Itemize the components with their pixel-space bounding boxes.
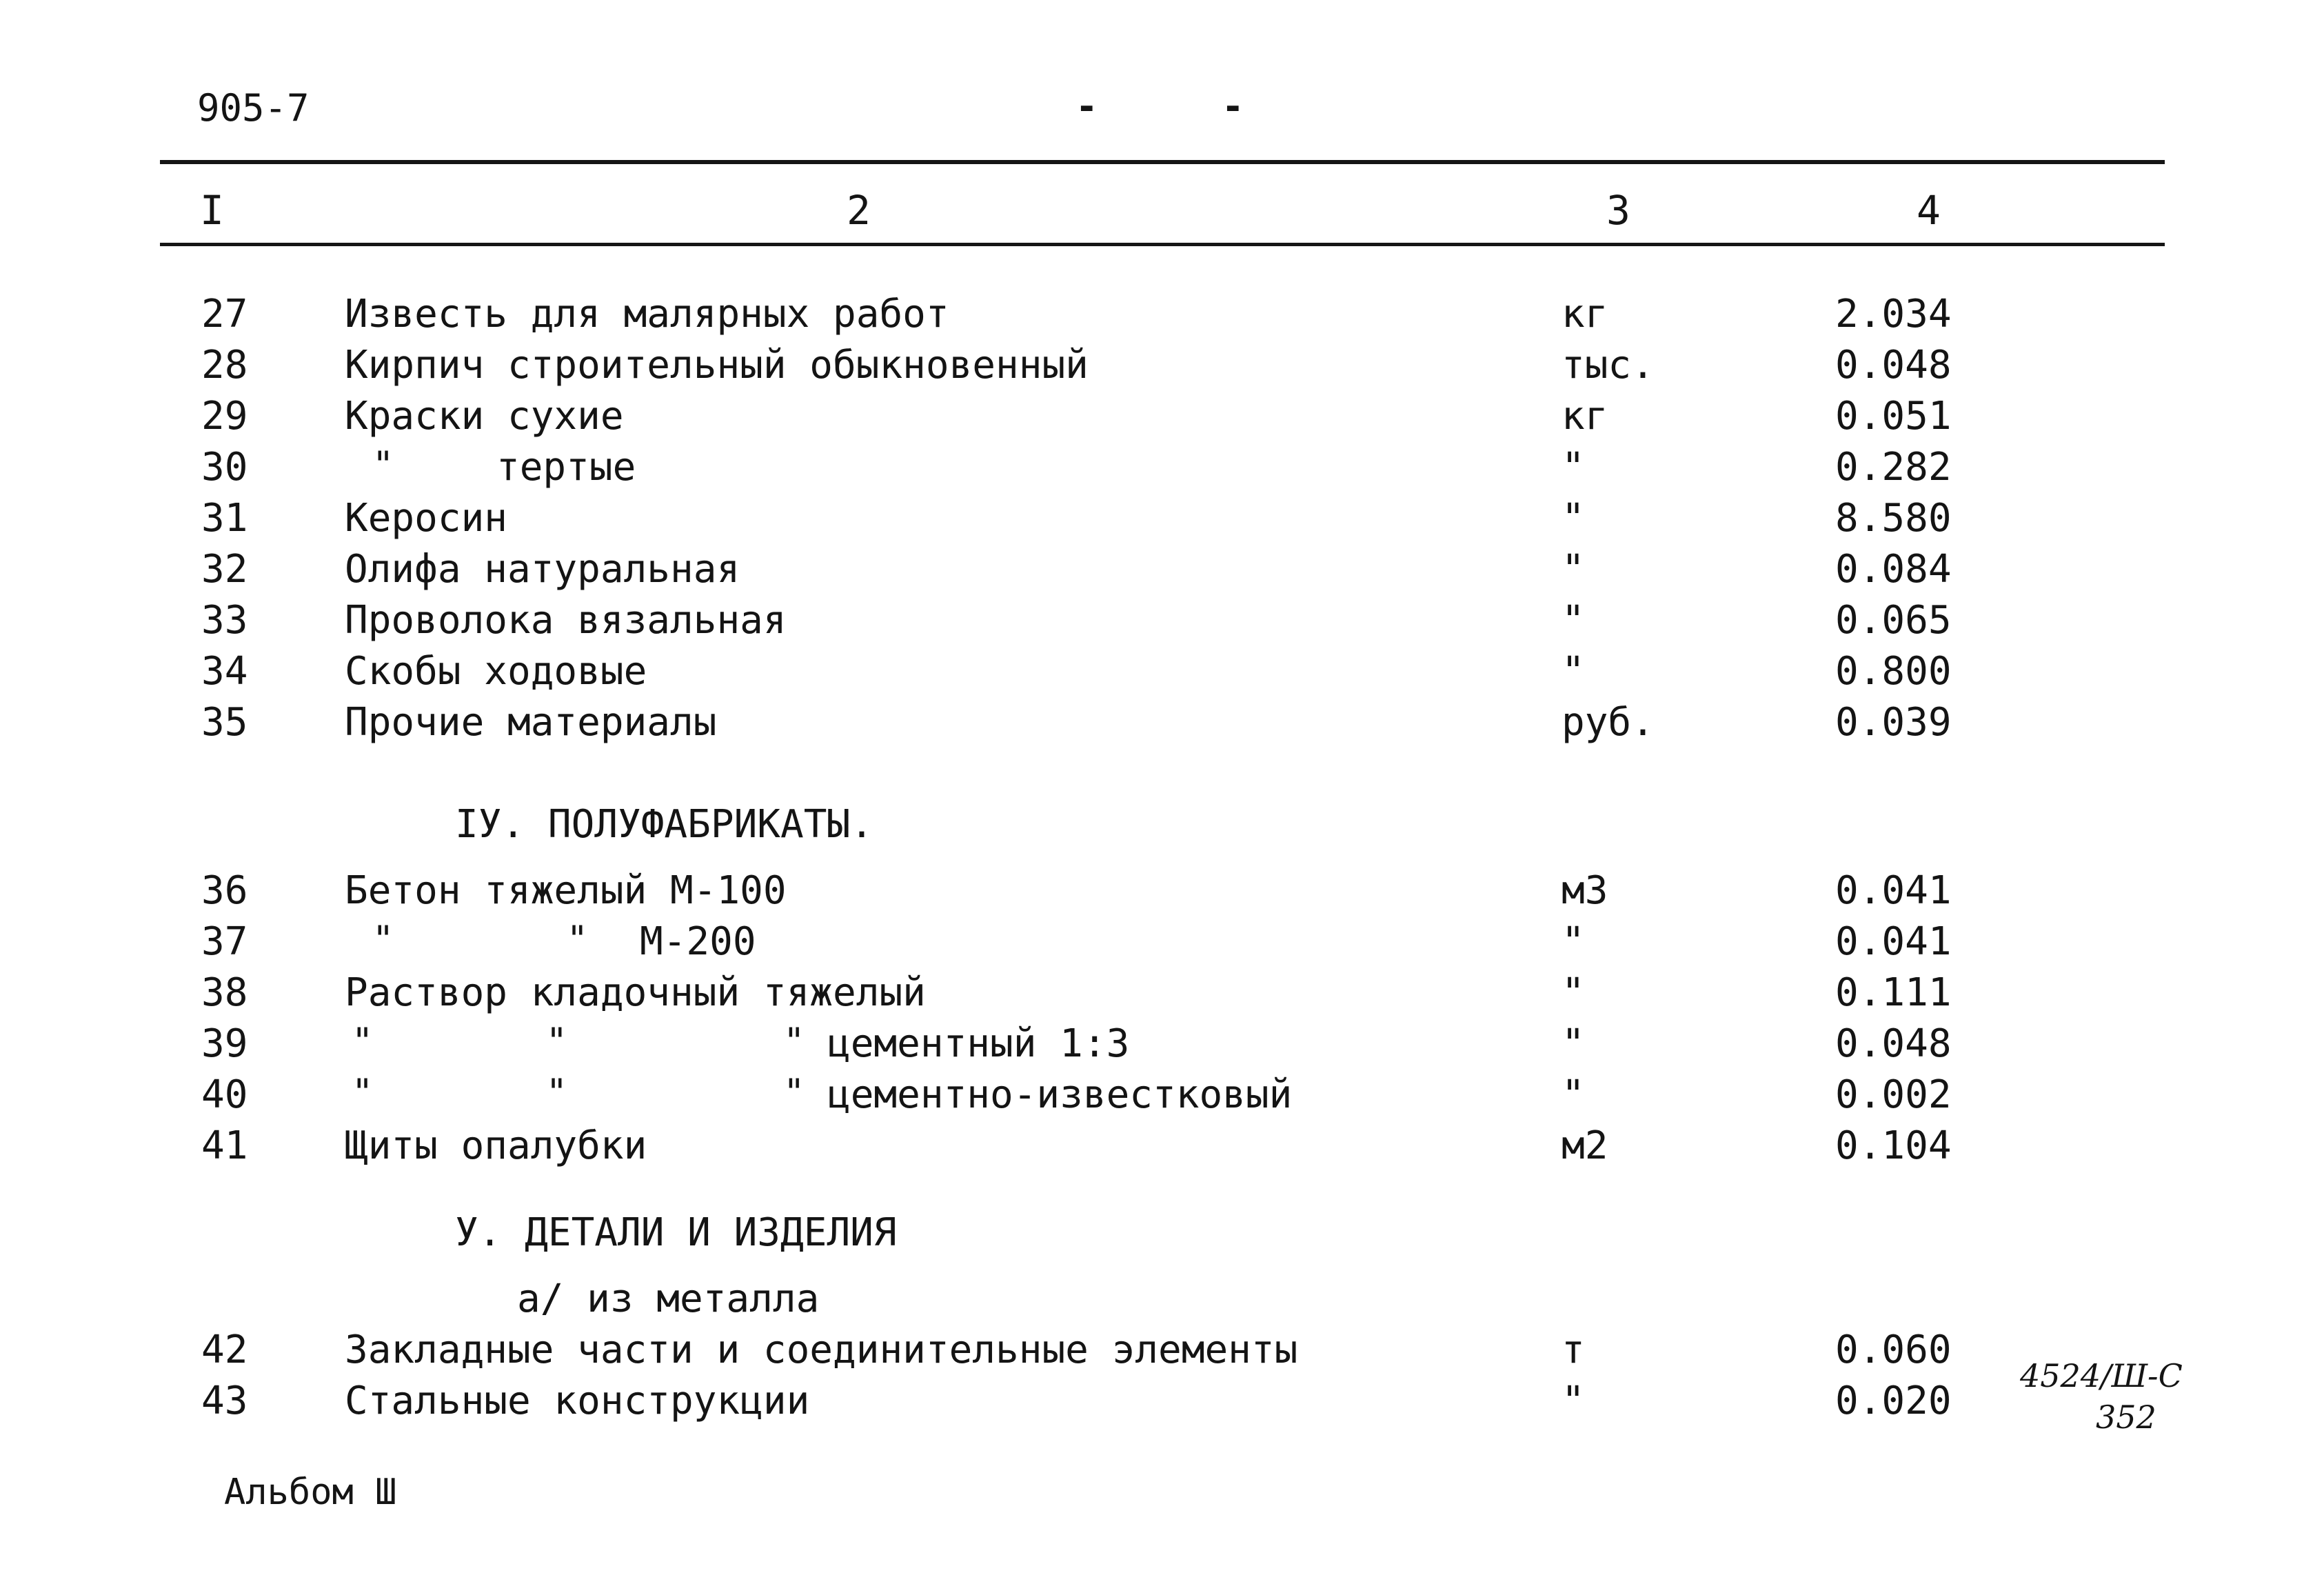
row-number: 43 — [201, 1379, 248, 1423]
unit: " — [1562, 445, 1585, 490]
row-number: 34 — [201, 649, 248, 694]
section-heading: У. ДЕТАЛИ И ИЗДЕЛИЯ — [455, 1210, 897, 1255]
quantity: 0.111 — [1835, 970, 1952, 1015]
section-heading: IУ. ПОЛУФАБРИКАТЫ. — [455, 802, 873, 847]
row-number: 31 — [201, 496, 248, 541]
material-name: Кирпич строительный обыкновенный — [345, 343, 1089, 388]
document-code: 905-7 — [197, 86, 310, 130]
row-number: 29 — [201, 394, 248, 439]
quantity: 0.048 — [1835, 1021, 1952, 1066]
row-number: 35 — [201, 700, 248, 745]
column-header: 2 — [847, 187, 871, 234]
column-header: 4 — [1917, 187, 1941, 234]
material-name: Щиты опалубки — [345, 1123, 647, 1168]
unit: " — [1562, 1072, 1585, 1117]
quantity: 0.048 — [1835, 343, 1952, 388]
quantity: 0.800 — [1835, 649, 1952, 694]
unit: т — [1562, 1328, 1585, 1372]
row-number: 36 — [201, 868, 248, 913]
quantity: 0.104 — [1835, 1123, 1952, 1168]
material-name: Бетон тяжелый М-100 — [345, 868, 787, 913]
header-dash: - — [1222, 85, 1244, 128]
row-number: 33 — [201, 598, 248, 643]
subsection-heading: а/ из металла — [517, 1276, 820, 1321]
unit: " — [1562, 547, 1585, 592]
unit: " — [1562, 1021, 1585, 1066]
quantity: 0.041 — [1835, 919, 1952, 964]
quantity: 0.051 — [1835, 394, 1952, 439]
ditto-mark: " — [372, 444, 394, 485]
unit: руб. — [1562, 700, 1655, 745]
material-name: Проволока вязальная — [345, 598, 787, 643]
material-name: Скобы ходовые — [345, 649, 647, 694]
unit: м3 — [1562, 868, 1608, 913]
unit: кг — [1562, 292, 1608, 337]
unit: тыс. — [1562, 343, 1655, 388]
unit: " — [1562, 598, 1585, 643]
material-name: Раствор кладочный тяжелый — [345, 970, 926, 1015]
quantity: 0.282 — [1835, 445, 1952, 490]
unit: " — [1562, 496, 1585, 541]
quantity: 0.002 — [1835, 1072, 1952, 1117]
material-name: Олифа натуральная — [345, 547, 740, 592]
quantity: 0.060 — [1835, 1328, 1952, 1372]
unit: м2 — [1562, 1123, 1608, 1168]
material-name: М-200 — [640, 919, 756, 964]
row-number: 41 — [201, 1123, 248, 1168]
quantity: 0.041 — [1835, 868, 1952, 913]
row-number: 39 — [201, 1021, 248, 1066]
material-name: Стальные конструкции — [345, 1379, 810, 1423]
material-name: цементный 1:3 — [827, 1021, 1130, 1066]
material-name: тертые — [496, 445, 636, 490]
material-name: Известь для малярных работ — [345, 292, 949, 337]
table-top-rule — [160, 160, 2165, 164]
ditto-mark: " " " — [352, 1072, 805, 1113]
unit: кг — [1562, 394, 1608, 439]
quantity: 0.039 — [1835, 700, 1952, 745]
row-number: 38 — [201, 970, 248, 1015]
quantity: 0.065 — [1835, 598, 1952, 643]
row-number: 32 — [201, 547, 248, 592]
row-number: 42 — [201, 1328, 248, 1372]
row-number: 27 — [201, 292, 248, 337]
unit: " — [1562, 1379, 1585, 1423]
quantity: 0.084 — [1835, 547, 1952, 592]
material-name: Закладные части и соединительные элементы — [345, 1328, 1298, 1372]
unit: " — [1562, 970, 1585, 1015]
column-header: 3 — [1606, 187, 1630, 234]
material-name: цементно-известковый — [827, 1072, 1293, 1117]
stamp-page: 352 — [2096, 1399, 2156, 1436]
row-number: 28 — [201, 343, 248, 388]
stamp-code: 4524/Ш-С — [2020, 1357, 2183, 1394]
header-dash: - — [1075, 85, 1098, 128]
ditto-mark: " " — [372, 919, 589, 960]
table-header-rule — [160, 243, 2165, 246]
material-name: Краски сухие — [345, 394, 624, 439]
column-header: I — [200, 187, 224, 234]
material-name: Прочие материалы — [345, 700, 717, 745]
quantity: 2.034 — [1835, 292, 1952, 337]
row-number: 30 — [201, 445, 248, 490]
quantity: 8.580 — [1835, 496, 1952, 541]
row-number: 37 — [201, 919, 248, 964]
material-name: Керосин — [345, 496, 508, 541]
unit: " — [1562, 649, 1585, 694]
quantity: 0.020 — [1835, 1379, 1952, 1423]
row-number: 40 — [201, 1072, 248, 1117]
album-label: Альбом Ш — [224, 1472, 397, 1513]
ditto-mark: " " " — [352, 1021, 805, 1062]
unit: " — [1562, 919, 1585, 964]
